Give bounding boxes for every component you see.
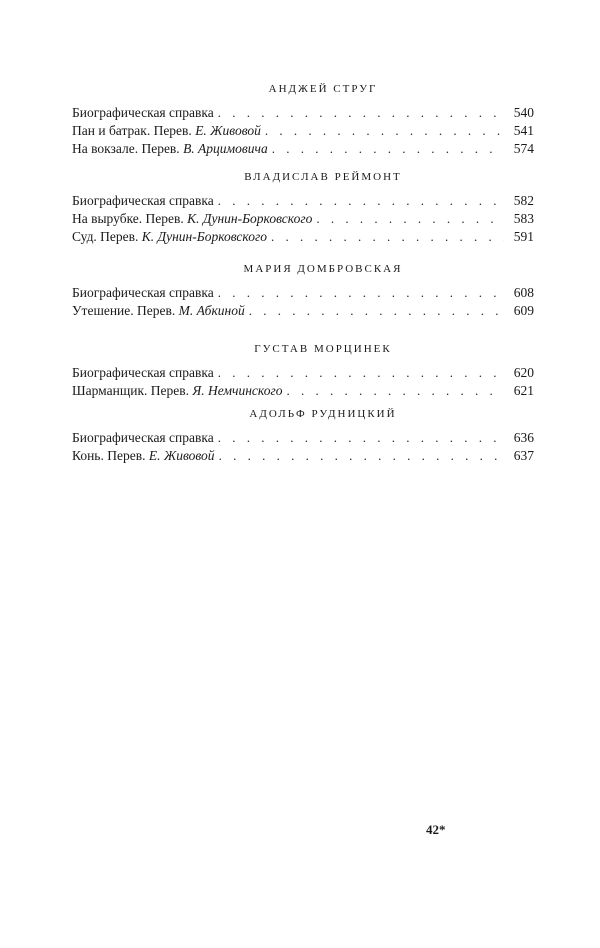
dot-leader	[249, 302, 504, 320]
author-heading: ВЛАДИСЛАВ РЕЙМОНТ	[244, 171, 402, 183]
page-number: 620	[513, 365, 534, 380]
entry-translator: К. Дунин-Борковского	[141, 229, 267, 244]
toc-entry	[72, 140, 534, 158]
entry-translator: К. Дунин-Борковского	[187, 211, 313, 226]
entry-title: Пан и батрак. Перев. Е. Живовой	[72, 123, 261, 138]
page-number: 541	[513, 123, 534, 138]
toc-entry	[72, 192, 534, 210]
section-dombrowska	[72, 260, 534, 320]
page-number: 540	[513, 105, 534, 120]
entry-title: Биографическая справка	[72, 365, 214, 380]
toc-entry	[72, 429, 534, 447]
entry-title: Биографическая справка	[72, 193, 214, 208]
section-reymont	[72, 168, 534, 246]
page-number: 574	[513, 141, 534, 156]
toc-entry	[72, 228, 534, 246]
toc-entry	[72, 382, 534, 400]
page-number: 582	[513, 193, 534, 208]
page-number: 583	[513, 211, 534, 226]
page-number: 636	[513, 430, 534, 445]
entry-title: Утешение. Перев. М. Абкиной	[72, 303, 245, 318]
toc-entry	[72, 210, 534, 228]
entry-title: Биографическая справка	[72, 285, 214, 300]
dot-leader	[271, 228, 504, 246]
toc-entry	[72, 122, 534, 140]
author-heading: МАРИЯ ДОМБРОВСКАЯ	[243, 263, 403, 275]
page-number: 609	[513, 303, 534, 318]
entry-translator: М. Абкиной	[178, 303, 245, 318]
page-number: 621	[513, 383, 534, 398]
entry-title: На вырубке. Перев. К. Дунин-Борковского	[72, 211, 313, 226]
author-heading: ГУСТАВ МОРЦИНЕК	[254, 343, 392, 355]
author-heading: АДОЛЬФ РУДНИЦКИЙ	[249, 408, 397, 420]
dot-leader	[218, 429, 504, 447]
toc-entry	[72, 302, 534, 320]
toc-entry	[72, 104, 534, 122]
toc-entry	[72, 284, 534, 302]
dot-leader	[219, 447, 504, 465]
toc-entry	[72, 364, 534, 382]
dot-leader	[218, 364, 504, 382]
page-number: 591	[513, 229, 534, 244]
dot-leader	[218, 104, 504, 122]
section-morcinek	[72, 340, 534, 400]
dot-leader	[286, 382, 504, 400]
dot-leader	[218, 192, 504, 210]
page-number: 608	[513, 285, 534, 300]
entry-translator: Е. Живовой	[195, 123, 261, 138]
dot-leader	[265, 122, 504, 140]
dot-leader	[218, 284, 504, 302]
dot-leader	[272, 140, 504, 158]
entry-title: Биографическая справка	[72, 105, 214, 120]
entry-translator: Е. Живовой	[148, 448, 215, 463]
toc-entry	[72, 447, 534, 465]
page-number: 637	[513, 448, 534, 463]
entry-title: Биографическая справка	[72, 430, 214, 445]
entry-translator: В. Арцимовича	[183, 141, 268, 156]
author-heading: АНДЖЕЙ СТРУГ	[268, 83, 378, 95]
entry-title: Конь. Перев. Е. Живовой	[72, 448, 215, 463]
dot-leader	[316, 210, 504, 228]
page-folio: 42*	[426, 822, 446, 837]
section-strug	[72, 80, 534, 158]
entry-title: На вокзале. Перев. В. Арцимовича	[72, 141, 268, 156]
entry-title: Суд. Перев. К. Дунин-Борковского	[72, 229, 267, 244]
entry-translator: Я. Немчинского	[192, 383, 283, 398]
section-rudnicki	[72, 405, 534, 465]
entry-title: Шарманщик. Перев. Я. Немчинского	[72, 383, 283, 398]
